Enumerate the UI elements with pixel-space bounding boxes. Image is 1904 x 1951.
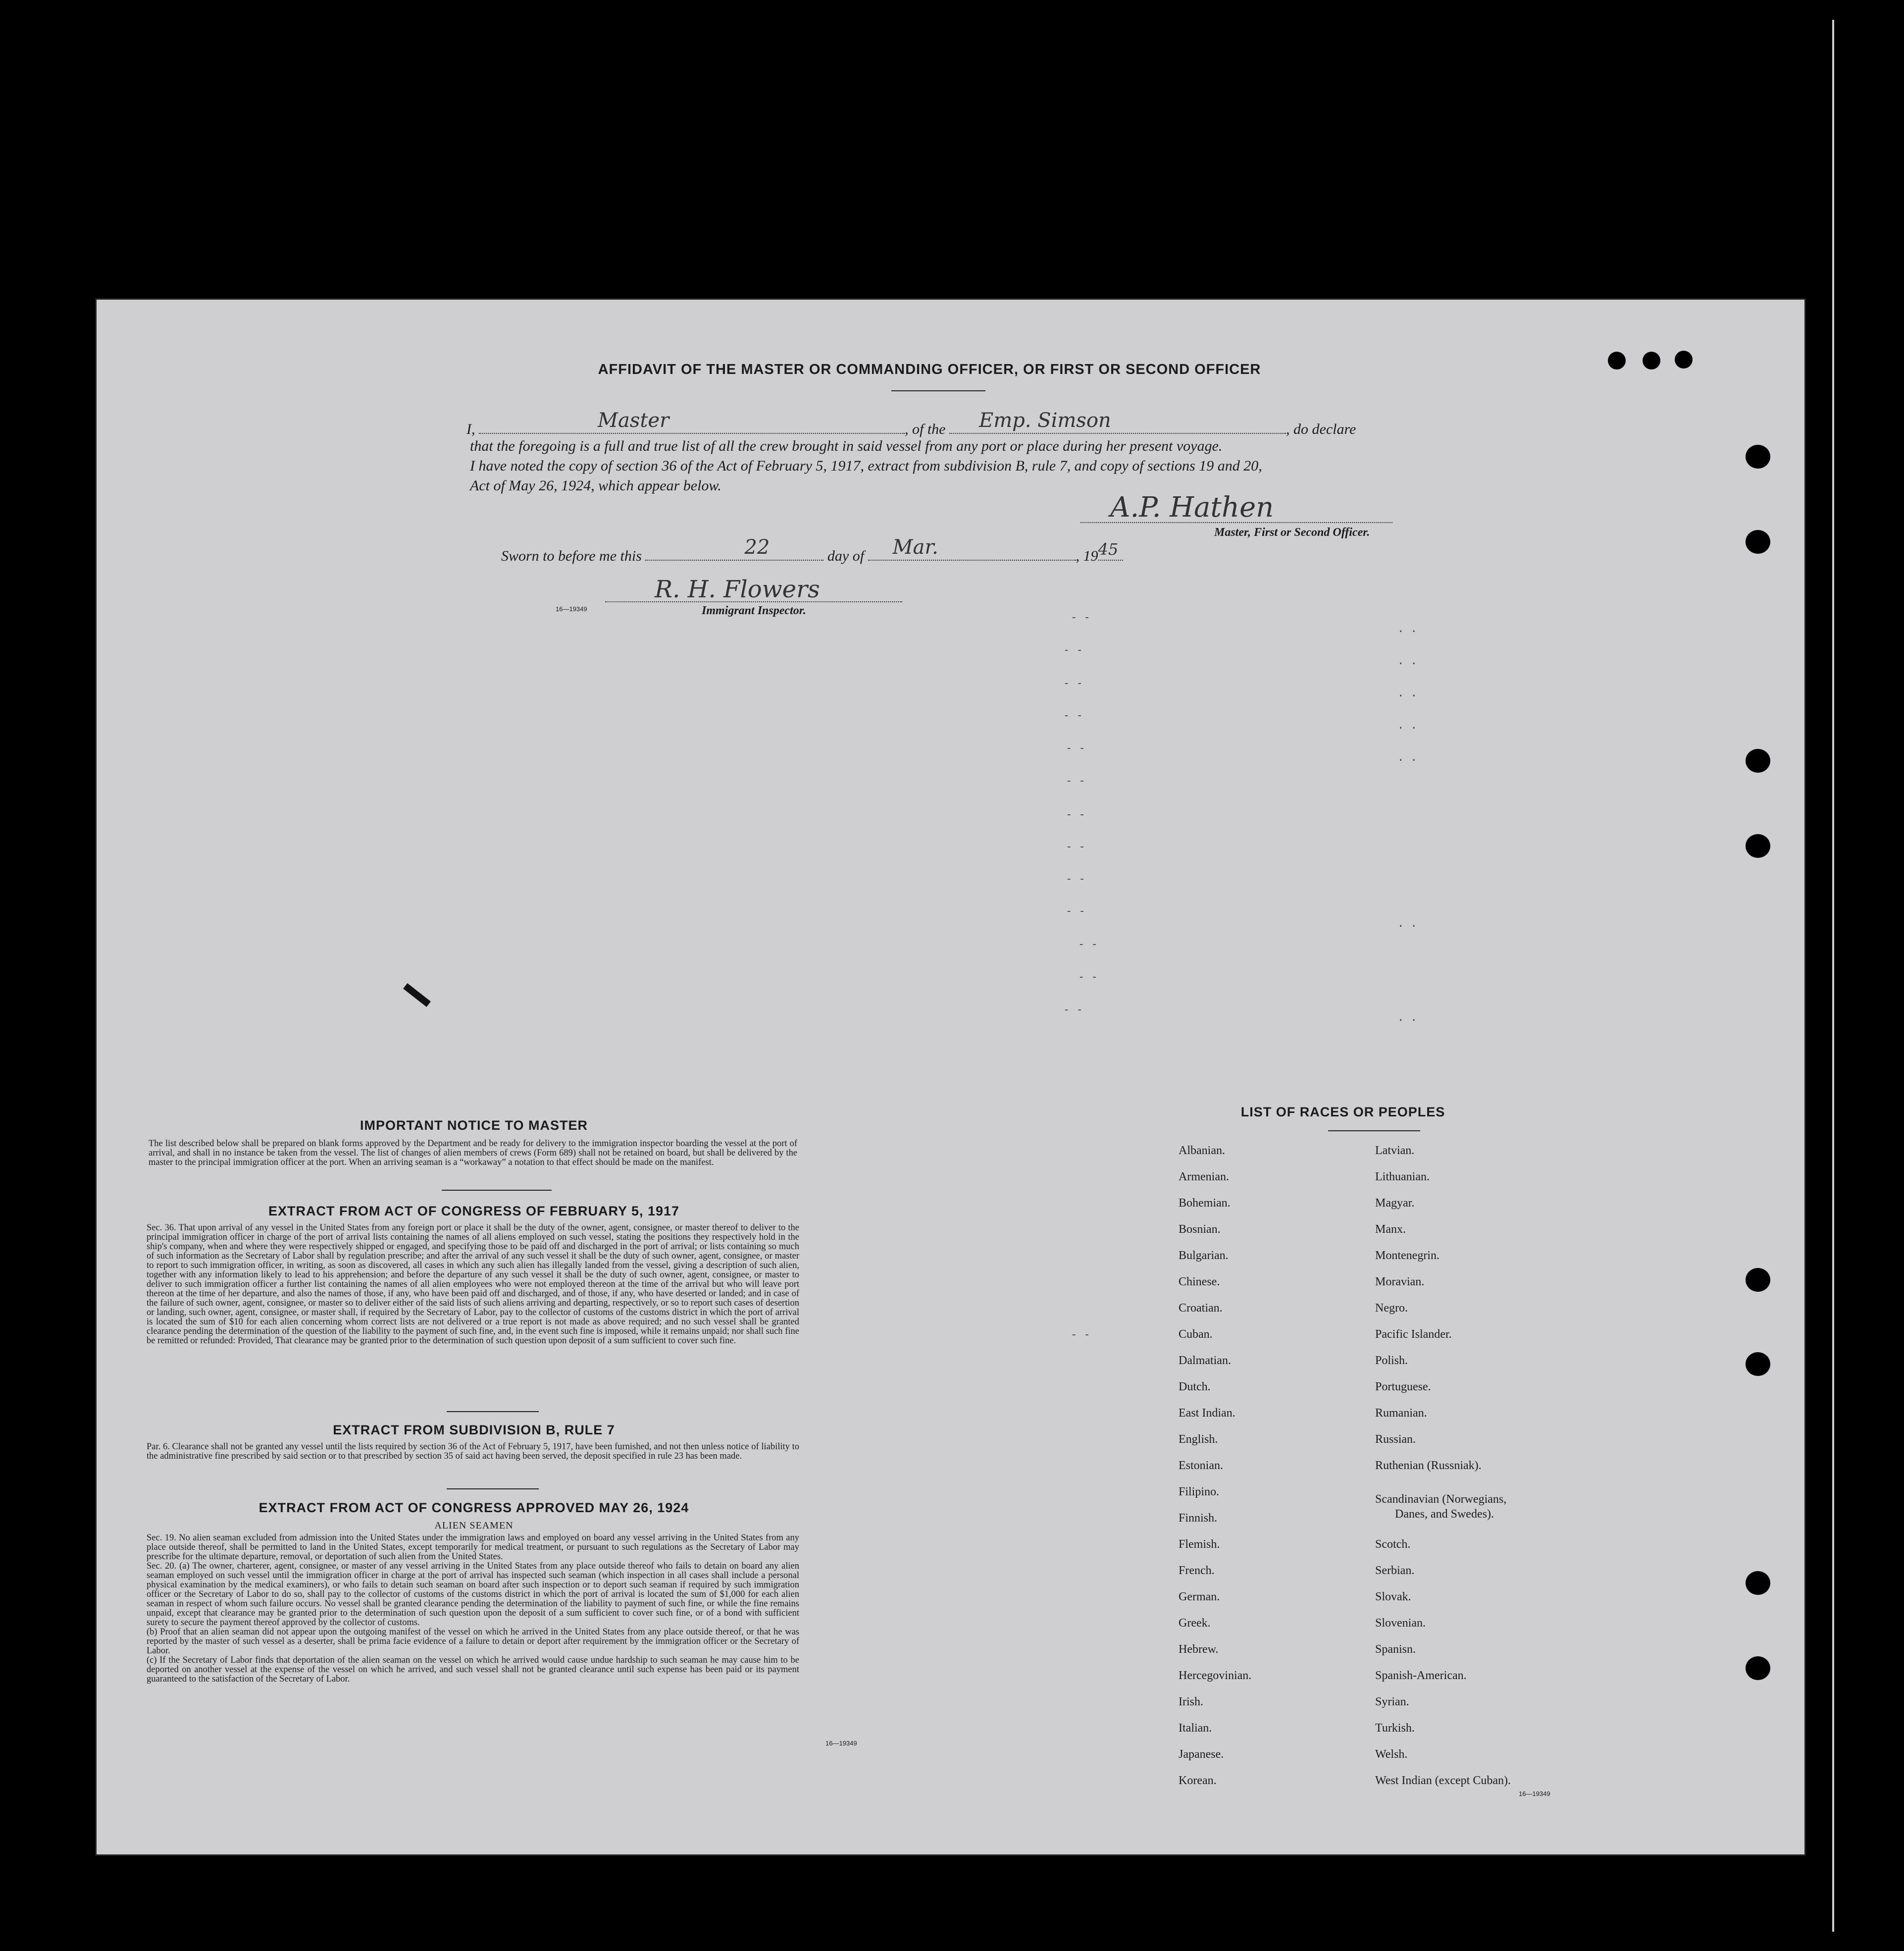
race-item: Latvian. — [1375, 1144, 1415, 1157]
document-page — [95, 298, 1806, 1856]
race-item: Chinese. — [1179, 1275, 1220, 1288]
race-item: Turkish. — [1375, 1722, 1415, 1735]
faint-dash: . . — [1397, 655, 1417, 667]
faint-dash: - - — [1066, 742, 1085, 754]
races-form-number: 16—19349 — [1519, 1790, 1550, 1797]
race-item: Magyar. — [1375, 1197, 1415, 1210]
sec20c-text: (c) If the Secretary of Labor finds that deportation of the alien seaman on the vessel on which he arrived would cause undue hardship to such seaman he may cause him to be deported on another vessel at the expense of the vessel on which he arrived, and such vessel shall not be granted clearance until such expense has been paid or its payment guaranteed to the satisfaction of the Secretary of Labor. — [147, 1655, 799, 1684]
faint-dash: - - — [1078, 938, 1098, 950]
extract-1924-title: EXTRACT FROM ACT OF CONGRESS APPROVED MAY 26, 1924 — [258, 1500, 689, 1515]
affidavit-title-rule — [891, 390, 985, 391]
divider — [442, 1190, 552, 1191]
punch-hole — [1675, 351, 1693, 369]
race-item: French. — [1179, 1564, 1215, 1577]
punch-hole — [1746, 1352, 1770, 1376]
race-item: Filipino. — [1179, 1485, 1220, 1498]
race-item: Ruthenian (Russniak). — [1375, 1459, 1482, 1472]
race-item: Flemish. — [1179, 1538, 1220, 1551]
race-item: Bohemian. — [1179, 1197, 1231, 1210]
faint-dash: - - — [1066, 873, 1085, 885]
race-item: Spanish-American. — [1375, 1669, 1467, 1682]
affidavit-line2: that the foregoing is a full and true list of all the crew brought in said vessel from any port or place during her present voyage. — [470, 438, 1223, 454]
race-item: Bulgarian. — [1179, 1249, 1229, 1262]
faint-dash: . . — [1397, 751, 1417, 764]
sworn-line: Sworn to before me this 22 day of Mar. , 19 45 — [501, 545, 1123, 565]
affidavit-title: AFFIDAVIT OF THE MASTER OR COMMANDING OFFICER, OR FIRST OR SECOND OFFICER — [598, 362, 1261, 377]
races-title-rule — [1328, 1130, 1420, 1131]
race-item: English. — [1179, 1433, 1218, 1446]
affidavit-line4: Act of May 26, 1924, which appear below. — [470, 477, 721, 494]
extract-rule7-text: Par. 6. Clearance shall not be granted any vessel until the lists required by section 36 of the Act of February 5, 1917, have been furnished, and not then unless notice of liability to the administrative fine prescribed by said section or to that prescribed by section 35 of said act having been served, the deposit specified in rule 23 has been made. — [147, 1442, 799, 1461]
extract-1917-text: Sec. 36. That upon arrival of any vessel in the United States from any foreign port or place it shall be the duty of the owner, agent, consignee, or master thereof to deliver to the principal immigration officer in charge of the port of arrival lists containing the names of all aliens employed on such vessel, stating the positions they respectively hold in the ship's company, when and where they were respectively shipped or engaged, and specifying those to be paid off and discharged in the port of arrival; or lists containing so much of such information as the Secretary of Labor shall by regulation prescribe; and after the arrival of any such vessel it shall be the duty of such owner, agent, consignee, or master to report to such immigration officer, in writing, as soon as discovered, all cases in which any such alien has illegally landed from the vessel, giving a description of such alien, together with any information likely to lead to his apprehension; and before the departure of any such vessel it shall be the duty of such owner, agent, consignee, or master to deliver to such immigration officer a further list containing the names of all alien employees who were not employed thereon at the time of the arrival but who will leave port thereon at the time of her departure, and also the names of those, if any, who have been paid off and discharged, and of those, if any, who have deserted or landed; and in case of the failure of such owner, agent, consignee, or master so to deliver either of the said lists of such aliens arriving and departing, respectively, or so to report such cases of desertion or landing, such owner, agent, consignee, or master shall, if required by the Secretary of Labor, pay to the collector of customs of the customs district in which the port of arrival is located the sum of $10 for each alien concerning whom correct lists are not delivered or a true report is not made as above required; and no such vessel shall be granted clearance pending the determination of the question of the liability to the payment of such fine, and, in the event such fine is imposed, while it remains unpaid; nor shall such fine be remitted or refunded: Provided, That clearance may be granted prior to the determination of such question upon deposit of a sum sufficient to cover such fine. — [147, 1223, 799, 1346]
race-item: East Indian. — [1179, 1407, 1235, 1420]
extract-1924-text — [147, 1533, 799, 1684]
faint-dash: - - — [1063, 709, 1083, 722]
race-item: Dutch. — [1179, 1380, 1211, 1393]
faint-dash: - - — [1066, 841, 1085, 853]
faint-dash: . . — [1397, 719, 1417, 732]
race-item: Greek. — [1179, 1617, 1211, 1630]
race-item: Italian. — [1179, 1722, 1212, 1735]
sec20b-text: (b) Proof that an alien seaman did not appear upon the outgoing manifest of the vessel on which he arrived in the United States from any place outside thereof, or that he was reported by the master of such vessel as a deserter, shall be prima facie evidence of a failure to detain or deport after requirement by the immigration officer or the Secretary of Labor. — [147, 1627, 799, 1656]
inspector-signature-block — [556, 576, 902, 617]
divider — [447, 1488, 539, 1489]
ink-mark — [403, 983, 431, 1007]
punch-hole — [1746, 1656, 1770, 1680]
faint-dash: . . — [1397, 917, 1417, 930]
master-name-handwriting: Master — [598, 409, 669, 432]
vessel-name-handwriting: Emp. Simson — [979, 409, 1111, 432]
extract-1924-subtitle: ALIEN SEAMEN — [434, 1520, 514, 1531]
signature-caption: Master, First or Second Officer. — [1214, 526, 1370, 539]
race-item: Spanisn. — [1375, 1643, 1416, 1656]
sworn-year-handwriting: 45 — [1098, 540, 1119, 559]
faint-dash: - - — [1066, 905, 1085, 917]
race-item: Serbian. — [1375, 1564, 1415, 1577]
race-item: Korean. — [1179, 1774, 1217, 1787]
race-item: Estonian. — [1179, 1459, 1223, 1472]
punch-hole — [1746, 530, 1770, 554]
punch-hole — [1746, 1268, 1770, 1292]
race-item: Irish. — [1179, 1695, 1203, 1708]
affidavit-line3: I have noted the copy of section 36 of the Act of February 5, 1917, extract from subdivision B, rule 7, and copy of sections 19 and 20, — [470, 458, 1262, 474]
divider — [447, 1411, 539, 1412]
faint-dash: . . — [1397, 623, 1417, 635]
race-item: Croatian. — [1179, 1302, 1223, 1315]
race-item: Danes, and Swedes). — [1395, 1508, 1494, 1521]
faint-dash: - - — [1078, 971, 1098, 983]
faint-dash: - - — [1066, 808, 1085, 821]
faint-dash: . . — [1397, 1011, 1417, 1024]
race-item: Scandinavian (Norwegians, — [1375, 1493, 1507, 1506]
sworn-month-handwriting: Mar. — [892, 536, 938, 559]
race-item: Dalmatian. — [1179, 1354, 1231, 1367]
master-signature: A.P. Hathen — [1110, 491, 1274, 524]
faint-dash: - - — [1066, 775, 1085, 787]
race-item: Montenegrin. — [1375, 1249, 1440, 1262]
race-item: Japanese. — [1179, 1748, 1224, 1761]
master-signature-block — [1081, 491, 1392, 539]
race-item: Portuguese. — [1375, 1380, 1431, 1393]
race-item: Rumanian. — [1375, 1407, 1427, 1420]
punch-hole — [1746, 445, 1770, 469]
faint-dash: - - — [1063, 644, 1083, 656]
extract-form-number: 16—19349 — [825, 1740, 857, 1747]
punch-hole — [1746, 834, 1770, 858]
race-item: Slovenian. — [1375, 1617, 1426, 1630]
race-item: Albanian. — [1179, 1144, 1225, 1157]
race-item: German. — [1179, 1590, 1220, 1603]
faint-dash: . . — [1397, 687, 1417, 699]
races-title: LIST OF RACES OR PEOPLES — [1240, 1105, 1445, 1119]
race-item: Syrian. — [1375, 1695, 1409, 1708]
race-item: Scotch. — [1375, 1538, 1411, 1551]
affidavit-form-number: 16—19349 — [556, 605, 587, 613]
race-item: Welsh. — [1375, 1748, 1408, 1761]
extract-rule7-title: EXTRACT FROM SUBDIVISION B, RULE 7 — [333, 1423, 615, 1437]
punch-hole — [1608, 352, 1626, 369]
inspector-signature: R. H. Flowers — [655, 576, 820, 603]
inspector-caption: Immigrant Inspector. — [702, 604, 806, 617]
race-item: Cuban. — [1179, 1328, 1213, 1341]
faint-dash: - - — [1071, 1328, 1090, 1341]
extract-1917-title: EXTRACT FROM ACT OF CONGRESS OF FEBRUARY 5, 1917 — [268, 1204, 680, 1218]
race-item: Moravian. — [1375, 1275, 1425, 1288]
race-item: Finnish. — [1179, 1512, 1218, 1525]
race-item: Hercegovinian. — [1179, 1669, 1252, 1682]
race-item: Slovak. — [1375, 1590, 1411, 1603]
notice-title: IMPORTANT NOTICE TO MASTER — [360, 1118, 588, 1133]
race-item: Lithuanian. — [1375, 1170, 1430, 1183]
notice-text: The list described below shall be prepared on blank forms approved by the Department and be ready for delivery to the immigration inspector boarding the vessel at the port of arrival, and shall in no instance be taken from the vessel. The list of changes of alien members of crews (Form 689) shall not be retained on board, but shall be delivered by the master to the principal immigration officer at the port. When an arriving seaman is a “workaway” a notation to that effect should be made on the manifest. — [149, 1139, 797, 1167]
faint-dash: - - — [1071, 611, 1090, 624]
affidavit-line1: I, Master , of the Emp. Simson , do declare — [466, 409, 1356, 437]
race-item: Hebrew. — [1179, 1643, 1219, 1656]
punch-hole — [1643, 352, 1660, 369]
faint-dash: - - — [1063, 1003, 1083, 1016]
punch-hole — [1746, 749, 1770, 773]
punch-hole — [1746, 1571, 1770, 1595]
race-item: Negro. — [1375, 1302, 1408, 1315]
race-item: Armenian. — [1179, 1170, 1229, 1183]
sworn-day-handwriting: 22 — [744, 536, 770, 559]
race-item: Pacific Islander. — [1375, 1328, 1452, 1341]
race-item: Polish. — [1375, 1354, 1408, 1367]
scan-edge-line — [1832, 20, 1834, 1932]
sec19-text: Sec. 19. No alien seaman excluded from admission into the United States under the immigration laws and employed on board any vessel arriving in the United States from any place outside thereof, shall be permitted to land in the United States, except temporarily for medical treatment, or pursuant to such regulations as the Secretary of Labor may prescribe for the ultimate departure, removal, or deportation of such alien from the United States. — [147, 1533, 799, 1562]
race-item: West Indian (except Cuban). — [1375, 1774, 1511, 1787]
sec20a-text: Sec. 20. (a) The owner, charterer, agent, consignee, or master of any vessel arriving in the United States from any place outside thereof who fails to detain on board any alien seaman employed on such vessel until the immigration officer in charge at the port of arrival has inspected such seaman (which inspection in all cases shall include a personal physical examination by the medical examiners), or who fails to detain such seaman on board after such inspection or to deport such seaman if required by such immigration officer or the Secretary of Labor to do so, shall pay to the collector of customs of the customs district in which the port of arrival is located the sum of $1,000 for each alien seaman in respect of whom such failure occurs. No vessel shall be granted clearance pending the determination of the liability to payment of such fine, or while the fine remains unpaid, except that clearance may be granted prior to the determination of such question upon the deposit of a sum sufficient to cover such fine, or of a bond with sufficient surety to secure the payment thereof approved by the collector of customs. — [147, 1561, 799, 1628]
race-item: Bosnian. — [1179, 1223, 1221, 1236]
faint-dash: - - — [1063, 677, 1083, 689]
race-item: Russian. — [1375, 1433, 1416, 1446]
race-item: Manx. — [1375, 1223, 1406, 1236]
